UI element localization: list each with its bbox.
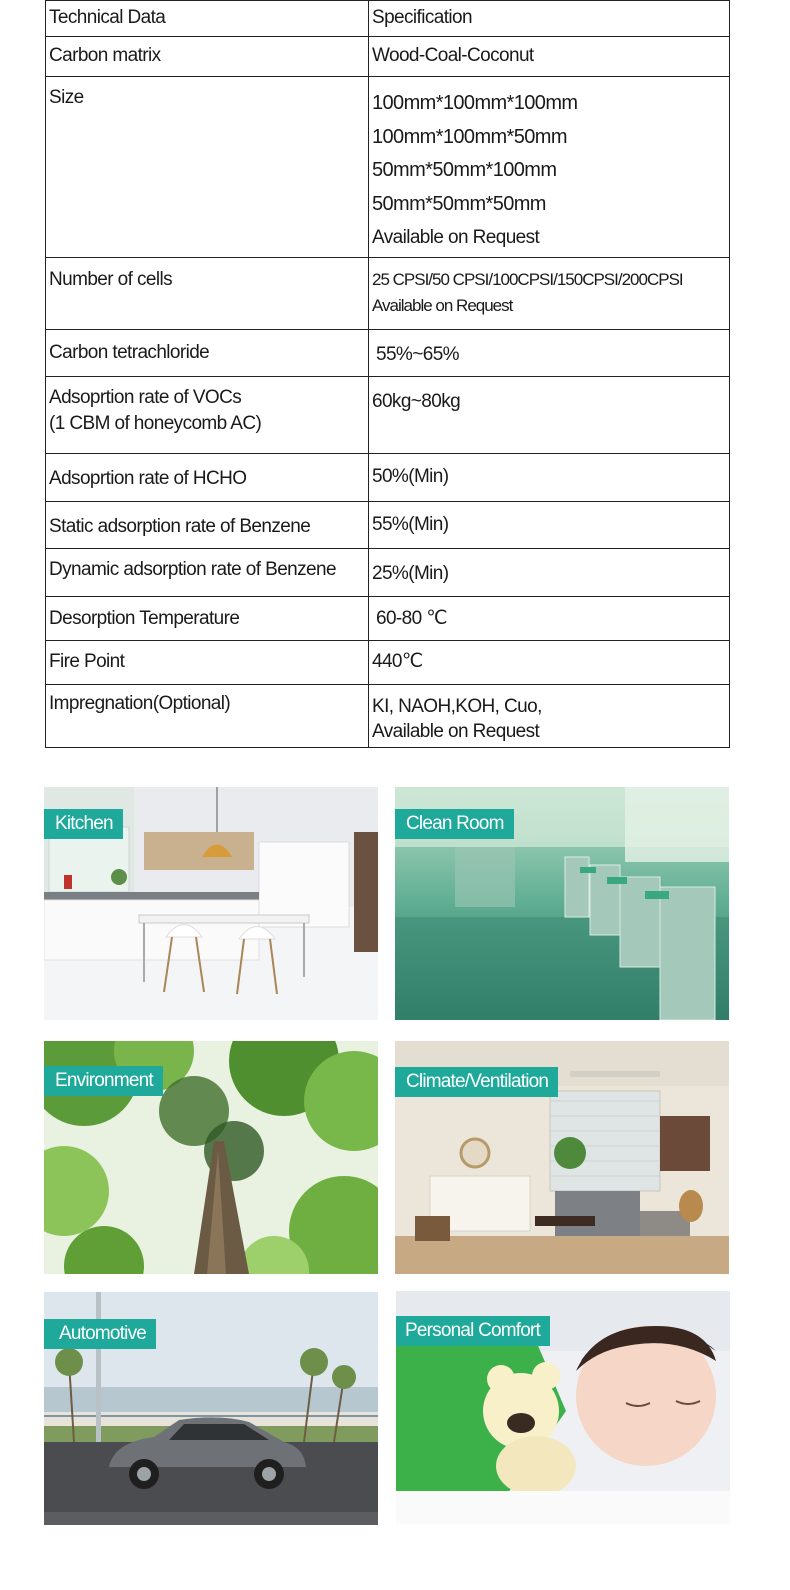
row-label: Size bbox=[46, 77, 369, 258]
value-line: KI, NAOH,KOH, Cuo, bbox=[372, 696, 542, 717]
application-tile-personal-comfort bbox=[396, 1291, 730, 1524]
row-label: Desorption Temperature bbox=[46, 597, 369, 641]
table-row bbox=[46, 258, 730, 330]
size-option: 50mm*50mm*50mm bbox=[372, 192, 546, 215]
row-value: 60kg~80kg bbox=[369, 377, 730, 454]
value-line: Available on Request bbox=[372, 721, 540, 742]
application-tile-kitchen bbox=[44, 787, 378, 1020]
size-option: 50mm*50mm*100mm bbox=[372, 159, 557, 181]
tile-label: Environment bbox=[44, 1066, 163, 1096]
row-value bbox=[369, 77, 730, 258]
header-technical-data: Technical Data bbox=[46, 1, 369, 37]
table-row bbox=[46, 77, 730, 258]
size-option: Available on Request bbox=[372, 227, 540, 248]
table-row bbox=[46, 597, 730, 641]
row-value: 50%(Min) bbox=[369, 454, 730, 502]
tile-label: Automotive bbox=[44, 1319, 156, 1349]
table-row bbox=[46, 37, 730, 77]
table-row bbox=[46, 454, 730, 502]
row-value: Wood-Coal-Coconut bbox=[369, 37, 730, 77]
size-option: 100mm*100mm*50mm bbox=[372, 125, 567, 148]
row-value bbox=[369, 685, 730, 748]
row-label: Adsoprtion rate of HCHO bbox=[46, 454, 369, 502]
spec-table bbox=[45, 0, 730, 748]
application-tile-climate-ventilation bbox=[395, 1041, 729, 1274]
row-label bbox=[46, 377, 369, 454]
tile-label: Personal Comfort bbox=[396, 1316, 550, 1346]
header-specification: Specification bbox=[369, 1, 730, 37]
cells-note: Available on Request bbox=[372, 296, 513, 315]
row-label: Carbon tetrachloride bbox=[46, 330, 369, 377]
label-line: (1 CBM of honeycomb AC) bbox=[49, 413, 262, 434]
table-row bbox=[46, 330, 730, 377]
row-value: 55%~65% bbox=[369, 330, 730, 377]
row-value bbox=[369, 258, 730, 330]
row-label: Static adsorption rate of Benzene bbox=[46, 502, 369, 549]
tile-label: Clean Room bbox=[395, 809, 514, 839]
tile-label: Climate/Ventilation bbox=[395, 1067, 558, 1097]
tile-label: Kitchen bbox=[44, 809, 123, 839]
row-label: Carbon matrix bbox=[46, 37, 369, 77]
row-label: Dynamic adsorption rate of Benzene bbox=[46, 549, 369, 597]
table-header-row bbox=[46, 1, 730, 37]
row-value: 55%(Min) bbox=[369, 502, 730, 549]
row-label: Fire Point bbox=[46, 641, 369, 685]
application-tile-environment bbox=[44, 1041, 378, 1274]
row-value: 440℃ bbox=[369, 641, 730, 685]
table-row bbox=[46, 549, 730, 597]
label-line: Adsoprtion rate of VOCs bbox=[49, 387, 242, 408]
application-tile-clean-room bbox=[395, 787, 729, 1020]
size-option: 100mm*100mm*100mm bbox=[372, 92, 578, 114]
row-value: 60-80 ℃ bbox=[369, 597, 730, 641]
row-label: Impregnation(Optional) bbox=[46, 685, 369, 748]
table-row bbox=[46, 685, 730, 748]
row-value: 25%(Min) bbox=[369, 549, 730, 597]
row-label: Number of cells bbox=[46, 258, 369, 330]
application-tile-automotive bbox=[44, 1292, 378, 1525]
table-row bbox=[46, 377, 730, 454]
table-row bbox=[46, 502, 730, 549]
table-row bbox=[46, 641, 730, 685]
cells-option: 25 CPSI/50 CPSI/100CPSI/150CPSI/200CPSI bbox=[372, 270, 683, 289]
